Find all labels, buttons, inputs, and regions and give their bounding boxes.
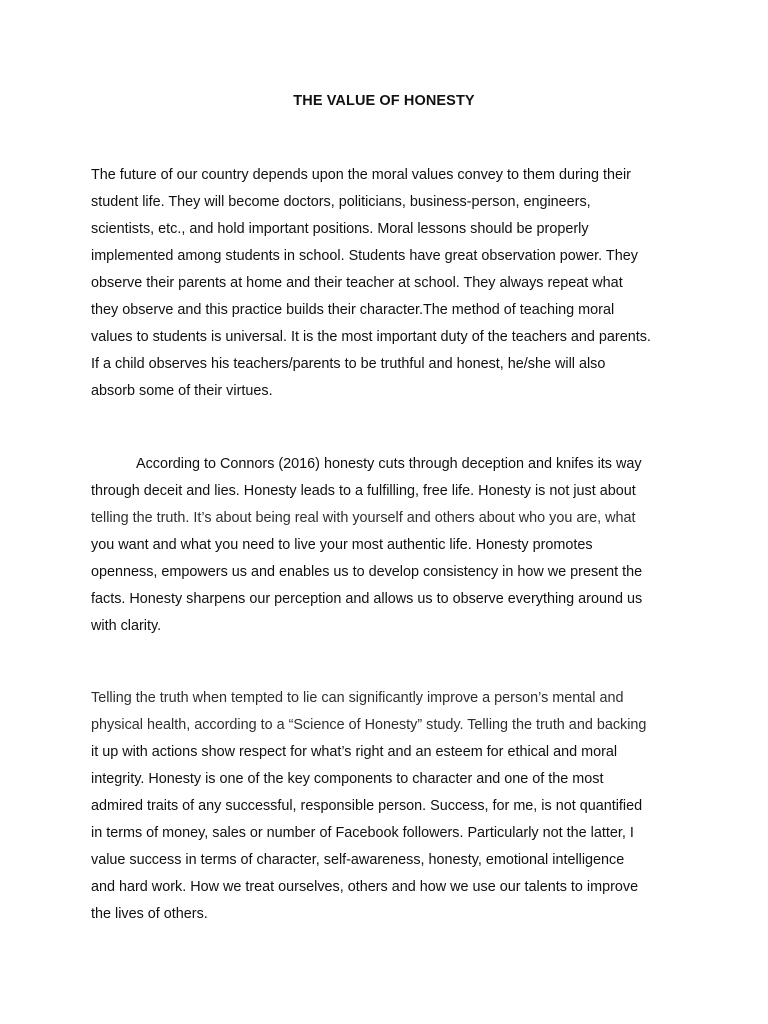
paragraph-line: telling the truth. It’s about being real with yourself and others about who you are, what	[91, 510, 636, 526]
paragraph-line: absorb some of their virtues.	[91, 383, 273, 399]
paragraph-line: student life. They will become doctors, politicians, business-person, engineers,	[91, 194, 591, 210]
paragraph-line: admired traits of any successful, responsible person. Success, for me, is not quantified	[91, 798, 643, 814]
paragraph-line: If a child observes his teachers/parents to be truthful and honest, he/she will also	[91, 356, 606, 372]
paragraph-line: and hard work. How we treat ourselves, others and how we use our talents to improve	[91, 879, 639, 895]
paragraph-3	[91, 685, 691, 928]
paragraph-line: they observe and this practice builds their character.The method of teaching moral	[91, 302, 615, 318]
paragraph-line: The future of our country depends upon the moral values convey to them during their	[91, 167, 631, 183]
paragraph-line: with clarity.	[91, 618, 162, 634]
document-title: THE VALUE OF HONESTY	[293, 93, 475, 109]
paragraph-line: through deceit and lies. Honesty leads to a fulfilling, free life. Honesty is not just about	[91, 483, 636, 499]
paragraph-line: values to students is universal. It is the most important duty of the teachers and parents.	[91, 329, 651, 345]
paragraph-2	[91, 451, 691, 640]
paragraph-line: integrity. Honesty is one of the key components to character and one of the most	[91, 771, 604, 787]
paragraph-line: implemented among students in school. Students have great observation power. They	[91, 248, 638, 264]
paragraph-line: in terms of money, sales or number of Facebook followers. Particularly not the latter, I	[91, 825, 634, 841]
paragraph-1	[91, 162, 691, 405]
paragraph-line: Telling the truth when tempted to lie can significantly improve a person’s mental and	[91, 690, 624, 706]
paragraph-line: you want and what you need to live your most authentic life. Honesty promotes	[91, 537, 593, 553]
paragraph-line: physical health, according to a “Science of Honesty” study. Telling the truth and backing	[91, 717, 647, 733]
paragraph-line: facts. Honesty sharpens our perception and allows us to observe everything around us	[91, 591, 643, 607]
paragraph-line: observe their parents at home and their teacher at school. They always repeat what	[91, 275, 623, 291]
paragraph-line: the lives of others.	[91, 906, 208, 922]
paragraph-line: openness, empowers us and enables us to develop consistency in how we present the	[91, 564, 643, 580]
paragraph-line: value success in terms of character, self-awareness, honesty, emotional intelligence	[91, 852, 625, 868]
paragraph-line: scientists, etc., and hold important positions. Moral lessons should be properly	[91, 221, 589, 237]
paragraph-line: it up with actions show respect for what’s right and an esteem for ethical and moral	[91, 744, 618, 760]
paragraph-line: According to Connors (2016) honesty cuts through deception and knifes its way	[136, 456, 642, 472]
